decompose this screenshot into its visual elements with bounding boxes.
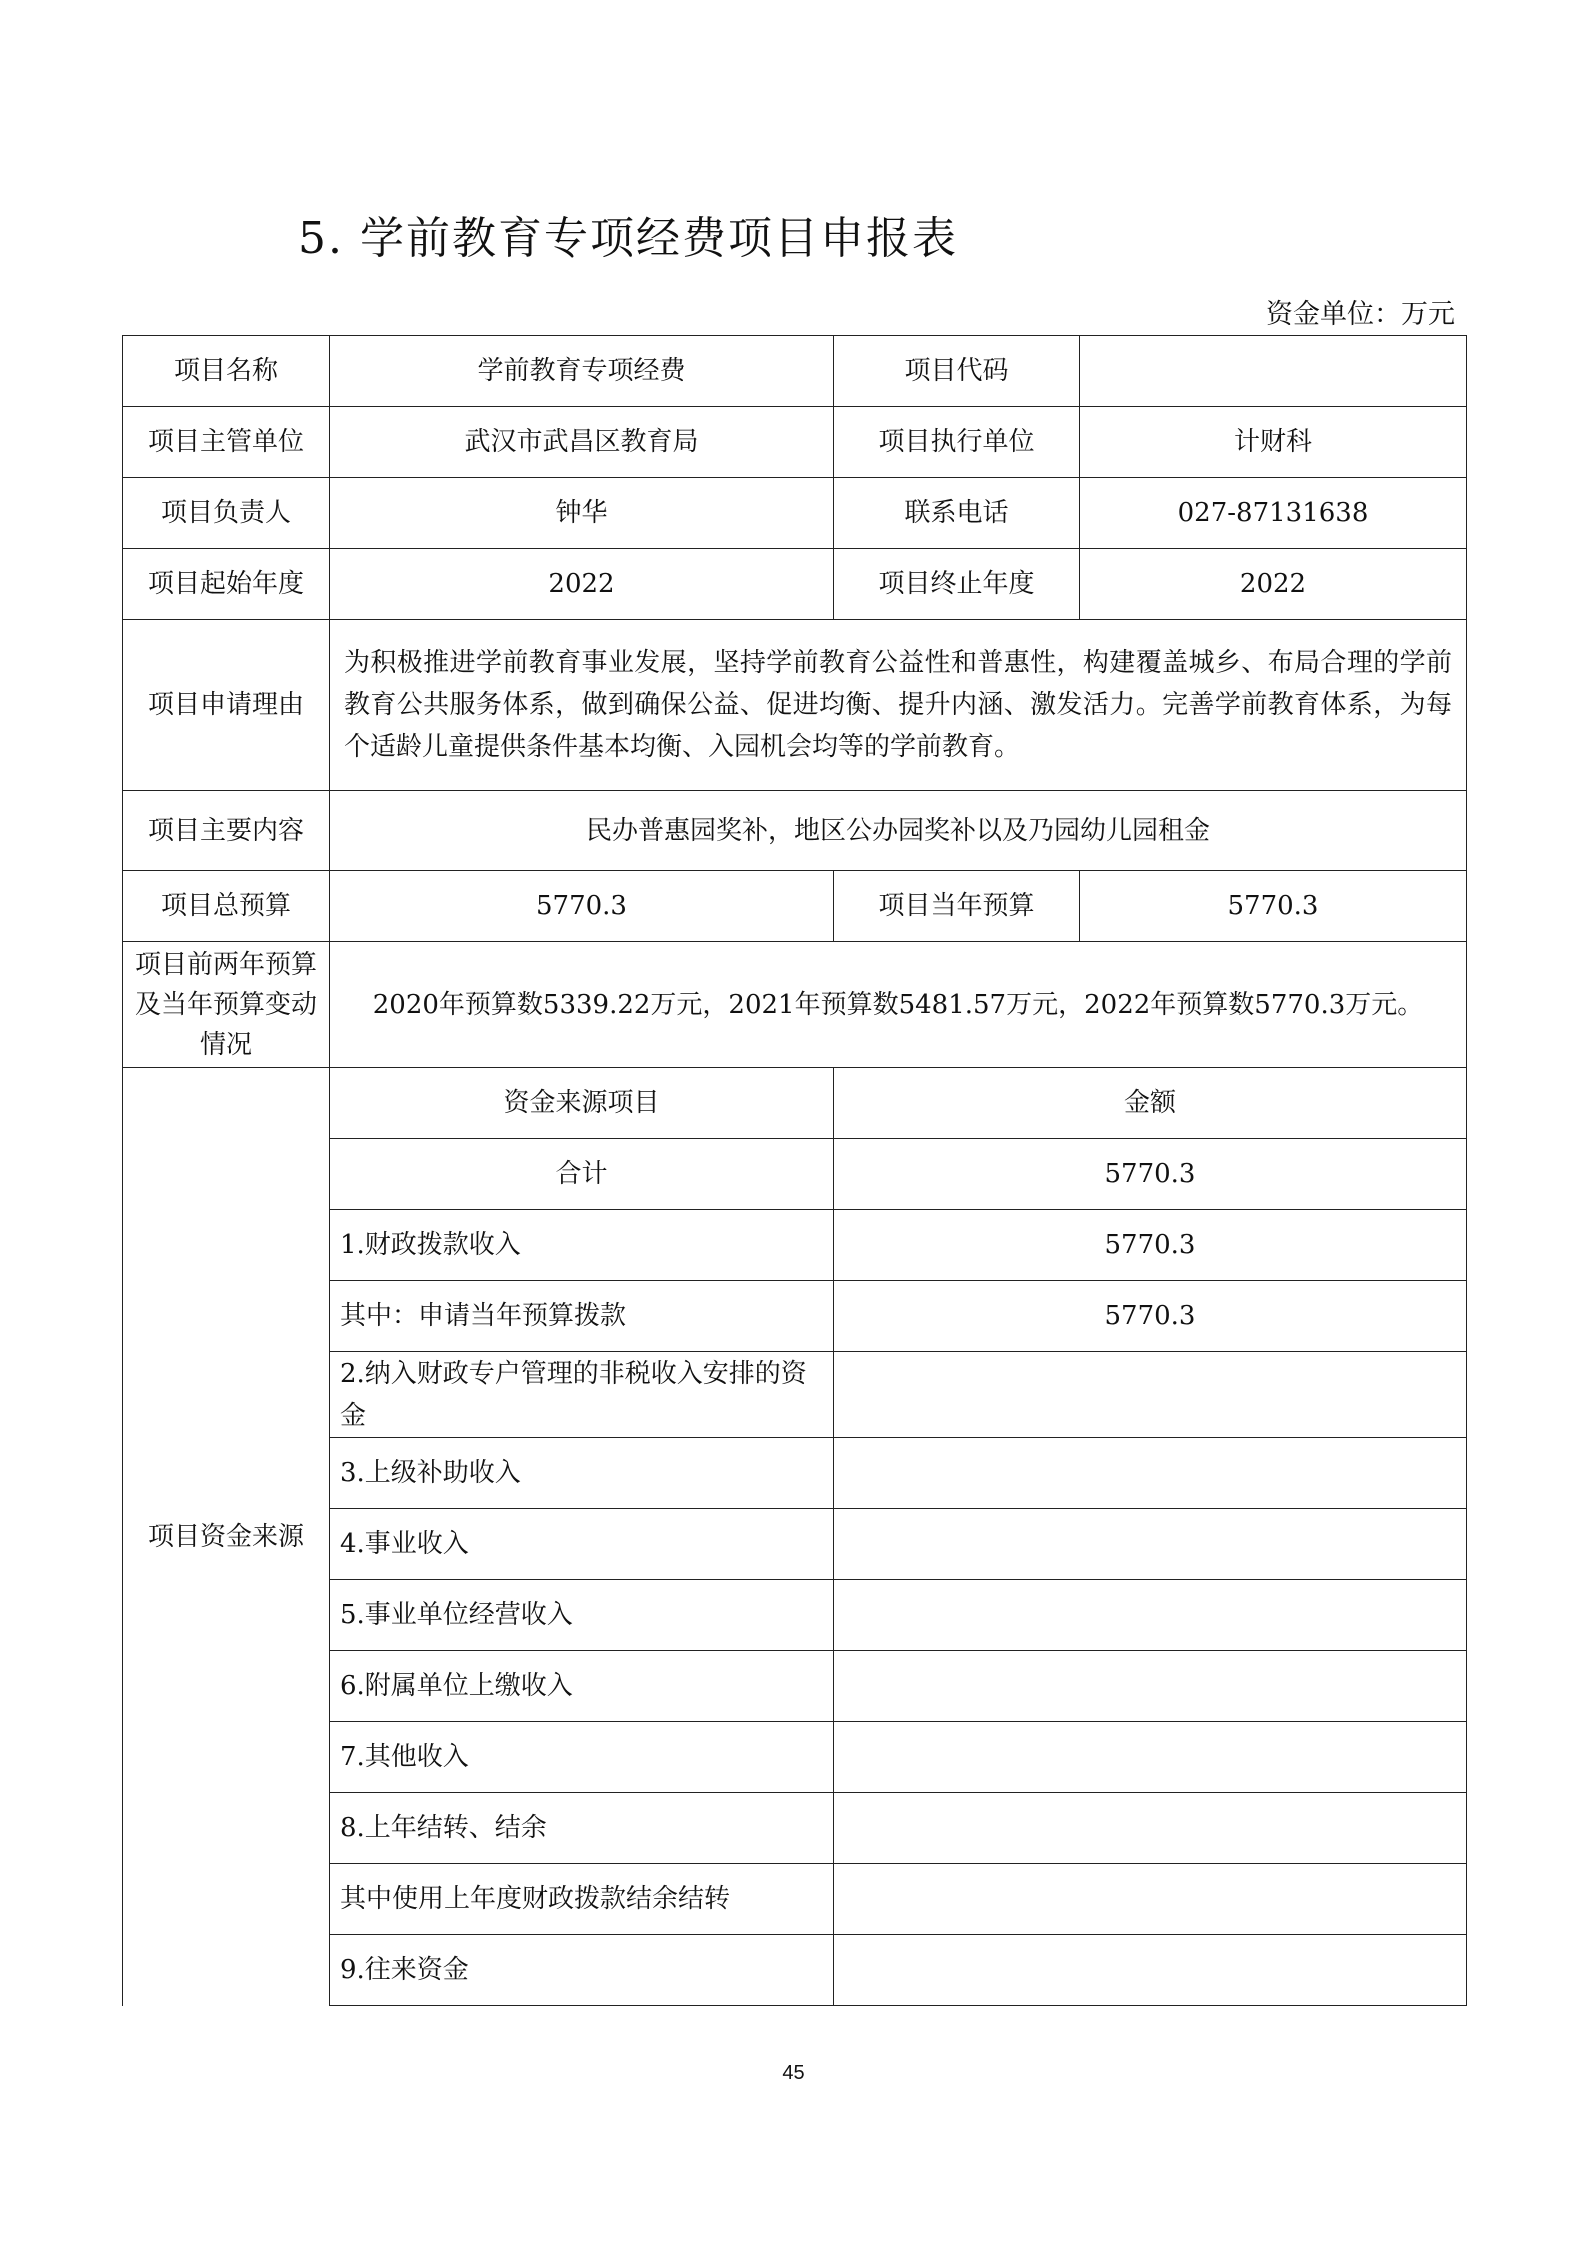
owner-value: 钟华 — [330, 478, 834, 549]
funding-amount — [834, 1935, 1467, 2006]
start-year-value: 2022 — [330, 549, 834, 620]
year-budget-value: 5770.3 — [1080, 871, 1467, 942]
reason-value: 为积极推进学前教育事业发展，坚持学前教育公益性和普惠性，构建覆盖城乡、布局合理的学前教育公共服务体系，做到确保公益、促进均衡、提升内涵、激发活力。完善学前教育体系，为每个适龄儿童提供条件基本均衡、入园机会均等的学前教育。 — [330, 620, 1467, 791]
table-row — [123, 871, 1467, 942]
funding-amount-header: 金额 — [834, 1068, 1467, 1139]
funding-item: 合计 — [330, 1139, 834, 1210]
funding-amount: 5770.3 — [834, 1139, 1467, 1210]
content-value: 民办普惠园奖补，地区公办园奖补以及乃园幼儿园租金 — [330, 791, 1467, 871]
project-code-label: 项目代码 — [834, 336, 1080, 407]
funding-item: 其中：申请当年预算拨款 — [330, 1281, 834, 1352]
table-row — [123, 407, 1467, 478]
funding-source-label: 项目资金来源 — [123, 1068, 330, 2006]
currency-unit: 资金单位：万元 — [1266, 299, 1455, 330]
funding-item: 7.其他收入 — [330, 1722, 834, 1793]
table-row — [123, 549, 1467, 620]
funding-amount: 5770.3 — [834, 1210, 1467, 1281]
funding-item: 9.往来资金 — [330, 1935, 834, 2006]
dept-value: 武汉市武昌区教育局 — [330, 407, 834, 478]
project-name-label: 项目名称 — [123, 336, 330, 407]
funding-amount — [834, 1793, 1467, 1864]
page-title: 5. 学前教育专项经费项目申报表 — [298, 213, 958, 264]
owner-label: 项目负责人 — [123, 478, 330, 549]
year-budget-label: 项目当年预算 — [834, 871, 1080, 942]
funding-item: 5.事业单位经营收入 — [330, 1580, 834, 1651]
total-budget-label: 项目总预算 — [123, 871, 330, 942]
total-budget-value: 5770.3 — [330, 871, 834, 942]
funding-amount — [834, 1438, 1467, 1509]
funding-item: 2.纳入财政专户管理的非税收入安排的资金 — [330, 1352, 834, 1438]
reason-label: 项目申请理由 — [123, 620, 330, 791]
page-number: 45 — [782, 2062, 805, 2084]
dept-label: 项目主管单位 — [123, 407, 330, 478]
funding-item: 4.事业收入 — [330, 1509, 834, 1580]
funding-amount — [834, 1722, 1467, 1793]
end-year-label: 项目终止年度 — [834, 549, 1080, 620]
funding-item: 其中使用上年度财政拨款结余结转 — [330, 1864, 834, 1935]
funding-amount — [834, 1651, 1467, 1722]
table-row — [123, 791, 1467, 871]
budget-change-value: 2020年预算数5339.22万元，2021年预算数5481.57万元，2022年预算数5770.3万元。 — [330, 942, 1467, 1068]
project-code-value — [1080, 336, 1467, 407]
table-row — [123, 336, 1467, 407]
exec-unit-value: 计财科 — [1080, 407, 1467, 478]
funding-item: 3.上级补助收入 — [330, 1438, 834, 1509]
funding-item: 8.上年结转、结余 — [330, 1793, 834, 1864]
table-row — [123, 620, 1467, 791]
table-row — [123, 478, 1467, 549]
funding-source-header: 资金来源项目 — [330, 1068, 834, 1139]
start-year-label: 项目起始年度 — [123, 549, 330, 620]
project-application-table — [122, 335, 1467, 2006]
content-label: 项目主要内容 — [123, 791, 330, 871]
funding-amount — [834, 1580, 1467, 1651]
project-name-value: 学前教育专项经费 — [330, 336, 834, 407]
table-row — [123, 942, 1467, 1068]
funding-item: 1.财政拨款收入 — [330, 1210, 834, 1281]
funding-item: 6.附属单位上缴收入 — [330, 1651, 834, 1722]
funding-amount — [834, 1509, 1467, 1580]
end-year-value: 2022 — [1080, 549, 1467, 620]
funding-amount: 5770.3 — [834, 1281, 1467, 1352]
funding-amount — [834, 1864, 1467, 1935]
phone-label: 联系电话 — [834, 478, 1080, 549]
phone-value: 027-87131638 — [1080, 478, 1467, 549]
budget-change-label: 项目前两年预算及当年预算变动情况 — [123, 942, 330, 1068]
table-row — [123, 1068, 1467, 1139]
funding-amount — [834, 1352, 1467, 1438]
exec-unit-label: 项目执行单位 — [834, 407, 1080, 478]
